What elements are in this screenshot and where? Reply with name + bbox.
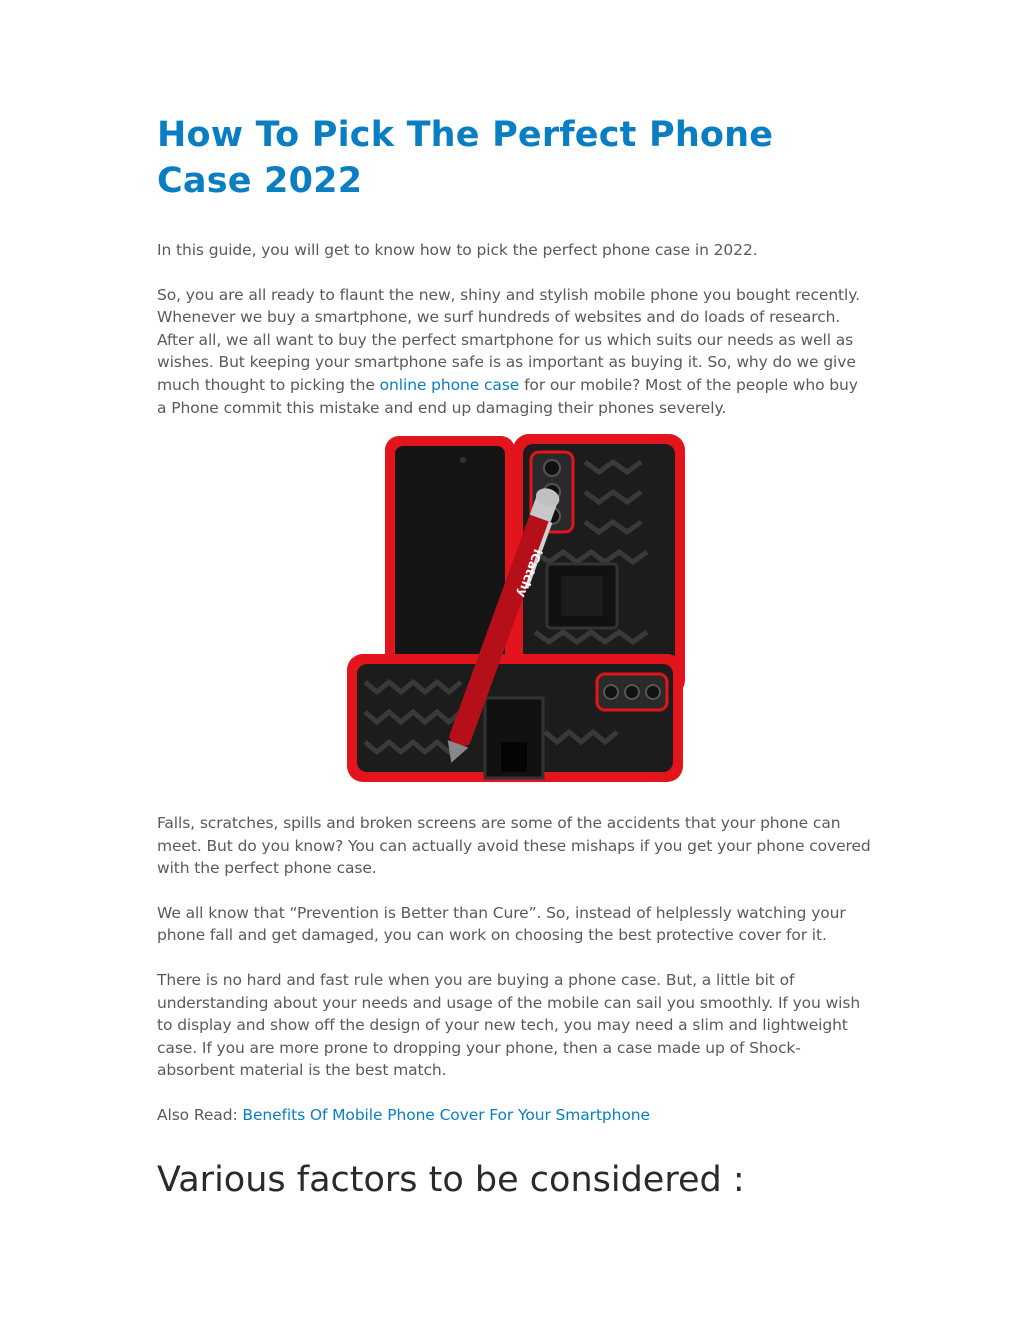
- section-heading: Various factors to be considered :: [157, 1159, 745, 1200]
- also-read-link[interactable]: Benefits Of Mobile Phone Cover For Your Smartphone: [242, 1105, 650, 1124]
- paragraph-4: There is no hard and fast rule when you are buying a phone case. But, a little bit of understanding about your needs and usage of the mobile can sail you smoothly. If you wish to display and show off the design of your new tech, you may need a slim and lightweight case. If you are more prone to dropping your phone, then a case made up of Shock-absorbent material is the best match.: [157, 970, 861, 1080]
- article-continued: [157, 812, 872, 1203]
- paragraph-1-text-b: for our mobile? Most of the people who buy a Phone commit this mistake and end up damaging their phones severely.: [157, 375, 858, 417]
- intro-paragraph: In this guide, you will get to know how to pick the perfect phone case in 2022.: [157, 241, 758, 259]
- stylus-brand-label: iCatchy: [514, 547, 545, 600]
- page-title: How To Pick The Perfect Phone Case 2022: [157, 115, 774, 201]
- phone-case-image: [345, 432, 685, 784]
- also-read: [157, 1104, 872, 1127]
- paragraph-1-text-a: So, you are all ready to flaunt the new, shiny and stylish mobile phone you bought recently. Whenever we buy a smartphone, we surf hundreds of websites and do loads of research. After all, we all want to buy the perfect smartphone for us which suits our needs as well as wishes. But keeping your smartphone safe is as important as buying it. So, why do we give much thought to picking the: [157, 285, 860, 394]
- also-read-label: Also Read:: [157, 1105, 243, 1124]
- online-phone-case-link[interactable]: online phone case: [379, 375, 520, 394]
- paragraph-3: We all know that “Prevention is Better than Cure”. So, instead of helplessly watching your phone fall and get damaged, you can work on choosing the best protective cover for it.: [157, 903, 846, 945]
- paragraph-1: [157, 284, 872, 420]
- article: [157, 112, 872, 419]
- paragraph-2: Falls, scratches, spills and broken screens are some of the accidents that your phone can meet. But do you know? You can actually avoid these mishaps if you get your phone covered with the perfect phone case.: [157, 814, 871, 878]
- phone-case-illustration: [345, 432, 685, 784]
